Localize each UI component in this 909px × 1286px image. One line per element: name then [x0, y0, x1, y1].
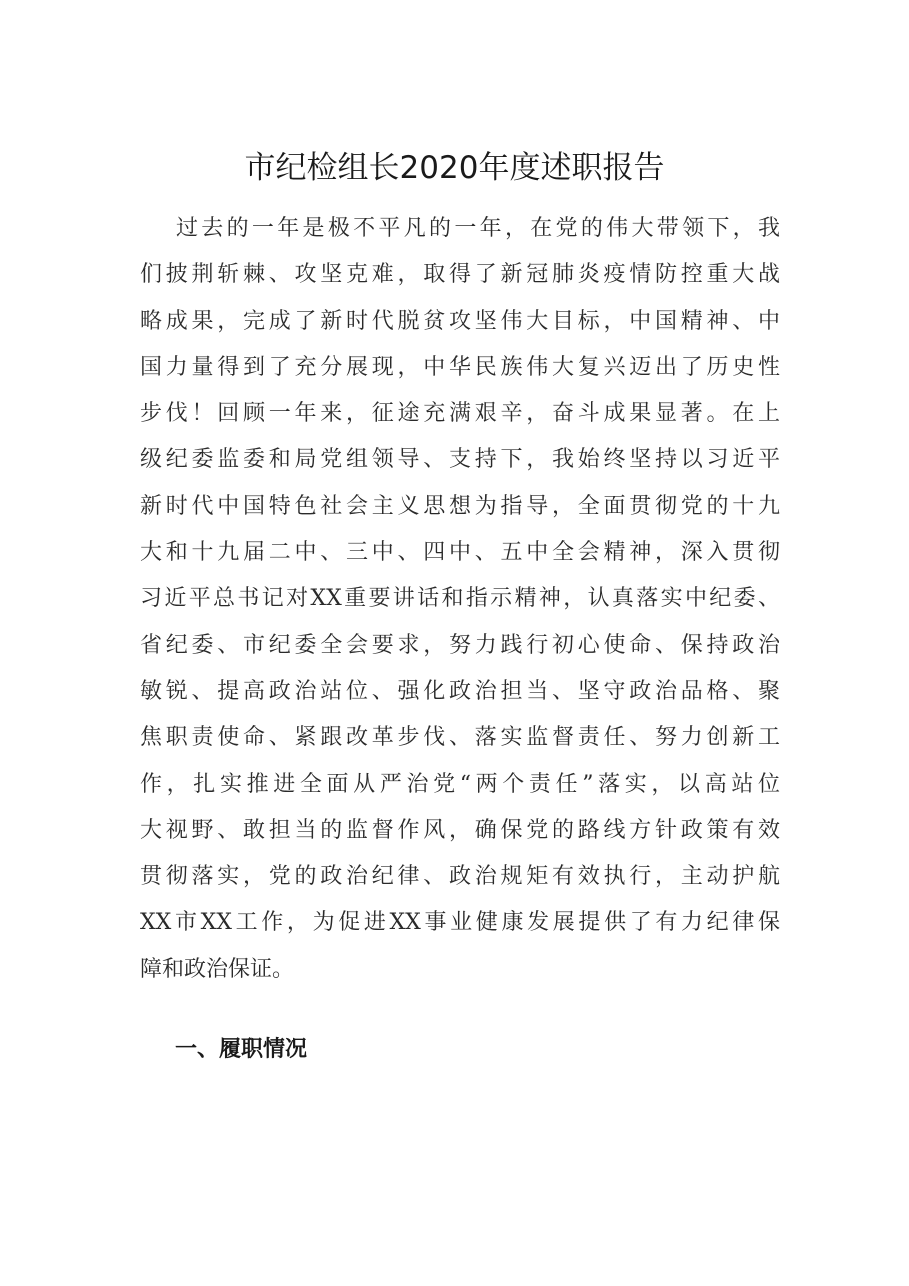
- paragraph-line: 障和政治保证。: [140, 956, 295, 982]
- paragraph-line: 新时代中国特色社会主义思想为指导，全面贯彻党的十九: [140, 493, 780, 519]
- paragraph-line: 过去的一年是极不平凡的一年，在党的伟大带领下，我: [176, 216, 780, 241]
- section-heading: 一、履职情况: [175, 1037, 308, 1062]
- document-title: 市纪检组长2020年度述职报告: [244, 150, 665, 186]
- paragraph-line: 焦职责使命、紧跟改革步伐、落实监督责任、努力创新工: [140, 725, 780, 751]
- paragraph-line: 大视野、敢担当的监督作风，确保党的路线方针政策有效: [140, 817, 780, 843]
- paragraph-line: 步伐！回顾一年来，征途充满艰辛，奋斗成果显著。在上: [140, 401, 780, 427]
- paragraph-line: 敏锐、提高政治站位、强化政治担当、坚守政治品格、聚: [140, 678, 780, 704]
- paragraph-line: 级纪委监委和局党组领导、支持下，我始终坚持以习近平: [140, 447, 780, 473]
- paragraph-line: 国力量得到了充分展现，中华民族伟大复兴迈出了历史性: [140, 354, 780, 380]
- paragraph-line: 贯彻落实，党的政治纪律、政治规矩有效执行，主动护航: [140, 864, 780, 890]
- body-paragraph: [140, 206, 780, 993]
- paragraph-line: 作，扎实推进全面从严治党“两个责任”落实，以高站位: [140, 771, 780, 797]
- paragraph-line: 习近平总书记对XX重要讲话和指示精神，认真落实中纪委、: [140, 586, 780, 612]
- paragraph-line: 大和十九届二中、三中、四中、五中全会精神，深入贯彻: [140, 540, 780, 566]
- paragraph-line: 省纪委、市纪委全会要求，努力践行初心使命、保持政治: [140, 632, 780, 658]
- paragraph-line: XX市XX工作，为促进XX事业健康发展提供了有力纪律保: [140, 910, 780, 936]
- paragraph-line: 略成果，完成了新时代脱贫攻坚伟大目标，中国精神、中: [140, 308, 780, 334]
- paragraph-line: 们披荆斩棘、攻坚克难，取得了新冠肺炎疫情防控重大战: [140, 262, 780, 288]
